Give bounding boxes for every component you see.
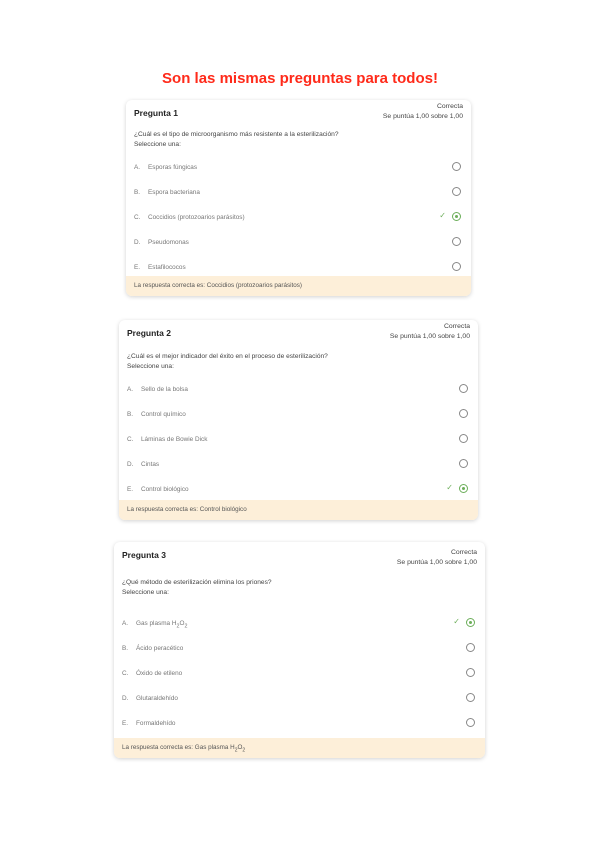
- option-letter: E.: [122, 720, 129, 727]
- option-c[interactable]: [119, 428, 478, 453]
- radio-button[interactable]: [466, 718, 475, 727]
- radio-button[interactable]: [466, 668, 475, 677]
- option-label: Pseudomonas: [148, 239, 189, 246]
- option-label: Ácido peracético: [136, 645, 184, 652]
- option-b[interactable]: [114, 637, 485, 662]
- score-text: Se puntúa 1,00 sobre 1,00: [396, 559, 477, 566]
- radio-button[interactable]: [459, 459, 468, 468]
- option-letter: D.: [134, 239, 141, 246]
- question-text: ¿Cuál es el tipo de microorganismo más resistente a la esterilización?: [134, 131, 339, 138]
- feedback-box: La respuesta correcta es: Coccidios (protozoarios parásitos): [126, 276, 471, 296]
- option-label: Formaldehído: [136, 720, 176, 727]
- option-letter: E.: [134, 264, 141, 271]
- question-status: [397, 548, 477, 568]
- radio-button[interactable]: [459, 409, 468, 418]
- question-card-2: [119, 320, 478, 520]
- question-card-3: [114, 542, 485, 758]
- radio-button-selected[interactable]: [466, 618, 475, 627]
- score-text: Se puntúa 1,00 sobre 1,00: [382, 113, 463, 120]
- option-c[interactable]: [126, 206, 471, 231]
- option-c[interactable]: [114, 662, 485, 687]
- page-title: Son las mismas preguntas para todos!: [162, 70, 438, 87]
- option-label: Control biológico: [141, 486, 189, 493]
- question-prompt: Seleccione una:: [122, 589, 169, 596]
- question-prompt: Seleccione una:: [134, 141, 181, 148]
- option-letter: B.: [122, 645, 129, 652]
- feedback-box: La respuesta correcta es: Control biológico: [119, 500, 478, 520]
- radio-button[interactable]: [452, 187, 461, 196]
- option-a[interactable]: [126, 156, 471, 181]
- status-badge: Correcta: [436, 103, 463, 110]
- question-card-1: [126, 100, 471, 296]
- question-text: ¿Qué método de esterilización elimina los priones?: [122, 579, 272, 586]
- check-icon: ✓: [453, 617, 460, 626]
- question-prompt: Seleccione una:: [127, 363, 174, 370]
- radio-button[interactable]: [466, 693, 475, 702]
- option-letter: A.: [127, 386, 134, 393]
- status-badge: Correcta: [450, 549, 477, 556]
- option-label: Gas plasma $H_2O_2$: [136, 620, 188, 630]
- question-status: [390, 322, 470, 342]
- option-label: Cintas: [141, 461, 160, 468]
- option-label: Glutaraldehído: [136, 695, 178, 702]
- option-label: Coccidios (protozoarios parásitos): [148, 214, 245, 221]
- radio-button[interactable]: [459, 384, 468, 393]
- radio-button-selected[interactable]: [452, 212, 461, 221]
- radio-button[interactable]: [452, 162, 461, 171]
- option-d[interactable]: [119, 453, 478, 478]
- option-a[interactable]: [119, 378, 478, 403]
- option-b[interactable]: [119, 403, 478, 428]
- option-a[interactable]: [114, 612, 485, 637]
- option-letter: B.: [134, 189, 141, 196]
- question-title: Pregunta 1: [134, 108, 178, 118]
- options-list: [119, 378, 478, 503]
- option-b[interactable]: [126, 181, 471, 206]
- option-letter: C.: [134, 214, 141, 221]
- feedback-box: La respuesta correcta es: Gas plasma $H_2O_2$: [114, 738, 485, 758]
- question-status: [383, 102, 463, 122]
- radio-button[interactable]: [452, 237, 461, 246]
- option-letter: D.: [127, 461, 134, 468]
- option-label: Control químico: [141, 411, 186, 418]
- option-e[interactable]: [114, 712, 485, 737]
- option-letter: A.: [134, 164, 141, 171]
- option-letter: C.: [127, 436, 134, 443]
- options-list: [126, 156, 471, 281]
- check-icon: ✓: [446, 483, 453, 492]
- option-d[interactable]: [114, 687, 485, 712]
- score-text: Se puntúa 1,00 sobre 1,00: [389, 333, 470, 340]
- option-label: Estafilococos: [148, 264, 186, 271]
- option-letter: E.: [127, 486, 134, 493]
- option-label: Espora bacteriana: [148, 189, 200, 196]
- status-badge: Correcta: [443, 323, 470, 330]
- option-letter: D.: [122, 695, 129, 702]
- option-label: Sello de la bolsa: [141, 386, 188, 393]
- option-label: Óxido de etileno: [136, 670, 183, 677]
- option-letter: A.: [122, 620, 129, 627]
- option-letter: B.: [127, 411, 134, 418]
- radio-button[interactable]: [452, 262, 461, 271]
- radio-button[interactable]: [466, 643, 475, 652]
- question-text: ¿Cuál es el mejor indicador del éxito en el proceso de esterilización?: [127, 353, 328, 360]
- option-d[interactable]: [126, 231, 471, 256]
- radio-button[interactable]: [459, 434, 468, 443]
- radio-button-selected[interactable]: [459, 484, 468, 493]
- question-title: Pregunta 2: [127, 328, 171, 338]
- option-label: Esporas fúngicas: [148, 164, 198, 171]
- options-list: [114, 612, 485, 737]
- question-title: Pregunta 3: [122, 550, 166, 560]
- check-icon: ✓: [439, 211, 446, 220]
- option-label: Láminas de Bowie Dick: [141, 436, 208, 443]
- option-letter: C.: [122, 670, 129, 677]
